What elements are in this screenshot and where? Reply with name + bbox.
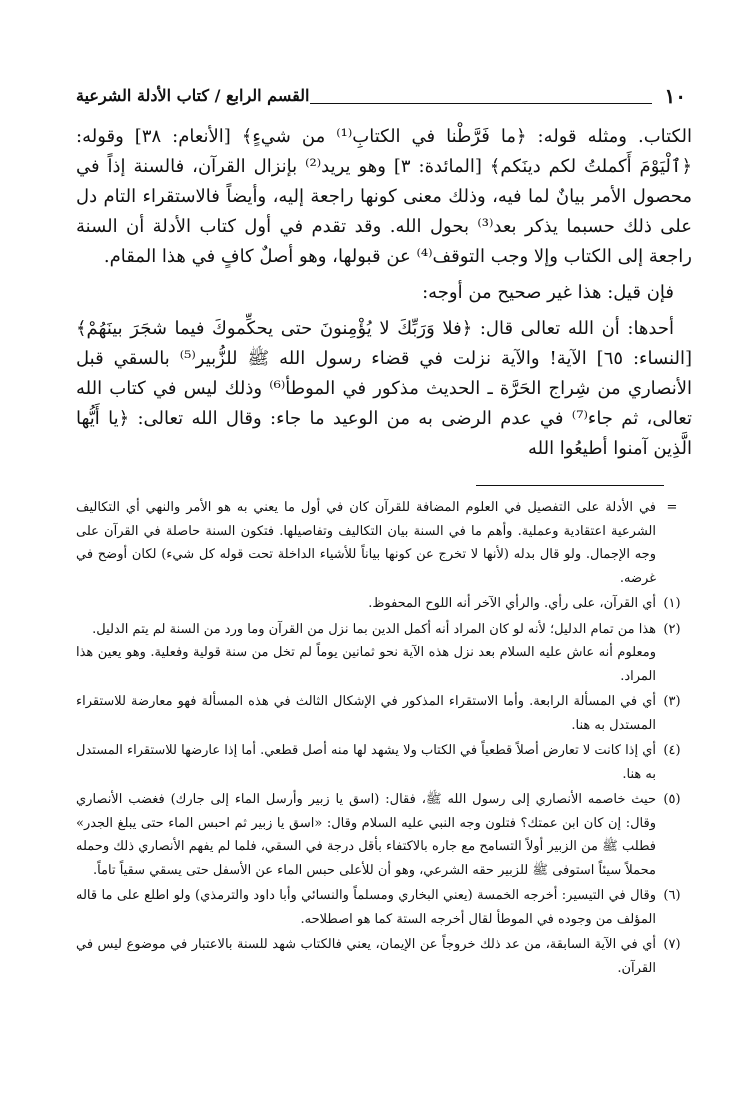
footnote-text: أي في المسألة الرابعة. وأما الاستقراء المذكور في الإشكال الثالث في هذه المسألة فهو معارضة للاستقراء المستدل به هنا. bbox=[76, 694, 656, 733]
footnote-text: في الأدلة على التفصيل في العلوم المضافة للقرآن كان في أول ما يعني به هو الأمر والنهي أي التكاليف الشرعية اعتقادية وعملية. وأهم ما في السنة بيان التكاليف وتفاصيلها. فتكون السنة حاصلة في القرآن على وجه الإجمال. ولو قال بدله (لأنها لا تخرج عن كونها بياناً للأشياء الداخلة تحت قوله كل شيء) لكان أوضح في غرضه. bbox=[76, 500, 656, 586]
footnote-number: (٤) bbox=[663, 743, 681, 758]
body-paragraph: أحدها: أن الله تعالى قال: ﴿فلا وَرَبِّكَ لا يُؤْمِنونَ حتى يحكِّموكَ فيما شجَرَ بينَهُمْ﴾ [النساء: ٦٥] الآية! والآية نزلت في قضاء رسول الله ﷺ للزُّبير⁽⁵⁾ بالسقي قبل الأنصاري من شِراج الحَرَّة ـ الحديث مذكور في الموطأ⁽⁶⁾ وذلك ليس في كتاب الله تعالى، ثم جاء⁽⁷⁾ في عدم الرضى به من الوعيد ما جاء: وقال الله تعالى: ﴿يا أَيُّها الَّذِين آمنوا أطيعُوا الله bbox=[76, 318, 693, 459]
running-title: القسم الرابع / كتاب الأدلة الشرعية bbox=[76, 86, 310, 105]
footnote-7 bbox=[76, 933, 686, 980]
footnote-3 bbox=[76, 690, 686, 737]
header-rule bbox=[310, 103, 652, 104]
footnote-text: ومعلوم أنه عاش عليه السلام بعد نزل هذه الآية نحو ثمانين يوماً لم تخل من سنة قولية وفعلية. وهو يعين هذا المراد. bbox=[76, 645, 656, 684]
footnote-number: (٣) bbox=[663, 694, 681, 709]
footnote-5 bbox=[76, 788, 686, 882]
footnote-text: أي إذا كانت لا تعارض أصلاً قطعياً في الكتاب ولا يشهد لها منه أصل قطعي. أما إذا عارضها للاستقراء المستدل به هنا. bbox=[76, 743, 656, 782]
footnote-text: أي في الآية السابقة، من عد ذلك خروجاً عن الإيمان، يعني فالكتاب شهد للسنة بالاعتبار في موضوع ليس في القرآن. bbox=[76, 937, 656, 976]
footnote-text: هذا من تمام الدليل؛ لأنه لو كان المراد أنه أكمل الدين بما نزل من القرآن وما ورد من السنة لم يتم الدليل. bbox=[92, 621, 656, 637]
page-header bbox=[76, 84, 686, 114]
body-paragraph: فإن قيل: هذا غير صحيح من أوجه: bbox=[422, 282, 674, 303]
footnotes bbox=[76, 496, 686, 982]
footnote-number: (١) bbox=[663, 596, 681, 611]
footnote-4 bbox=[76, 739, 686, 786]
footnote-number: = bbox=[666, 500, 678, 515]
body-paragraph: الكتاب. ومثله قوله: ﴿ما فَرَّطْنا في الكتابِ⁽¹⁾ من شيءٍ﴾ [الأنعام: ٣٨] وقوله: ﴿ٱلْيَوْمَ أَكملتُ لكم دينَكم﴾ [المائدة: ٣] وهو يريد⁽²⁾ بإنزال القرآن، فالسنة إذاً في محصول الأمر بيانٌ لما فيه، وذلك معنى كونها راجعة إليه، وأيضاً فالاستقراء التام دل على ذلك حسبما يذكر بعد⁽³⁾ بحول الله. وقد تقدم في أول كتاب الأدلة أن السنة راجعة إلى الكتاب وإلا وجب التوقف⁽⁴⁾ عن قبولها، وهو أصلٌ كافٍ في هذا المقام. bbox=[76, 126, 693, 267]
footnote-6 bbox=[76, 884, 686, 931]
footnote-separator bbox=[476, 485, 664, 486]
footnote-number: (٥) bbox=[663, 792, 681, 807]
footnote-2 bbox=[76, 618, 686, 689]
footnote-number: (٧) bbox=[663, 937, 681, 952]
footnote-text: وقال في التيسير: أخرجه الخمسة (يعني البخاري ومسلماً والنسائي وأبا داود والترمذي) ولو اطلع على ما قاله المؤلف من وجوده في الموطأ لقال أخرجه الستة كما هو اصطلاحه. bbox=[76, 888, 656, 927]
footnote-number: (٦) bbox=[663, 888, 681, 903]
footnote-continued bbox=[76, 496, 686, 590]
footnote-text: حيث خاصمه الأنصاري إلى رسول الله ﷺ، فقال: (اسق يا زبير وأرسل الماء إلى جارك) فغضب الأنصاري وقال: إن كان ابن عمتك؟ فتلون وجه النبي عليه السلام وقال: «اسق يا زبير ثم احبس الماء حتى يبلغ الجدر» فطلب ﷺ من الزبير أولاً التسامح مع جاره بالاكتفاء بأقل درجة في السقي، فلما لم يفهم الأنصاري ذلك وحمله محملاً سيئاً استوفى ﷺ للزبير حقه الشرعي، وهو أن للأعلى حبس الماء عن الأسفل حتى يسقي سقياً تاماً. bbox=[76, 792, 656, 878]
footnote-1 bbox=[76, 592, 686, 616]
footnote-text: أي القرآن، على رأي. والرأي الآخر أنه اللوح المحفوظ. bbox=[368, 596, 656, 611]
page-number: ١٠ bbox=[664, 84, 686, 108]
main-text bbox=[76, 122, 692, 464]
footnote-number: (٢) bbox=[663, 621, 681, 637]
